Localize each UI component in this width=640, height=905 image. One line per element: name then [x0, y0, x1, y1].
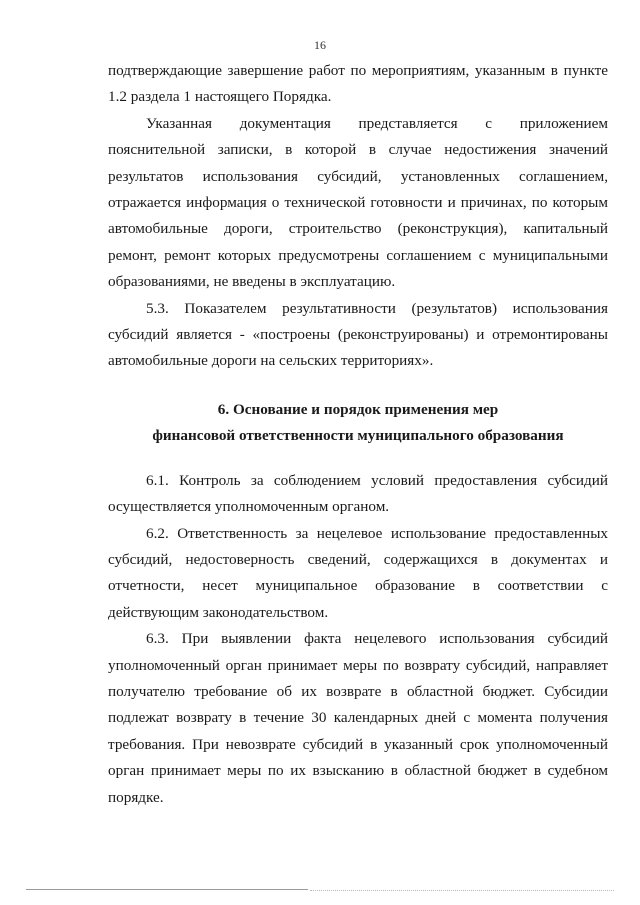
- paragraph-5-3: 5.3. Показателем результативности (результатов) использования субсидий является - «построены (реконструированы) и отремонтированы автомобильные дороги на сельских территориях».: [108, 299, 608, 370]
- paragraph-6-2: 6.2. Ответственность за нецелевое использование предоставленных субсидий, недостоверность сведений, содержащихся в документах и отчетности, несет муниципальное образование в соответствии с действующим законодательством.: [108, 524, 608, 621]
- section-6-heading-line-1: 6. Основание и порядок применения мер: [217, 400, 499, 418]
- page-number: 16: [314, 38, 326, 52]
- document-body: [108, 58, 608, 811]
- section-6-heading-line-2: финансовой ответственности муниципального образования: [152, 427, 564, 445]
- scan-bottom-edge-dotted: [310, 890, 614, 891]
- paragraph-6-3: 6.3. При выявлении факта нецелевого использования субсидий уполномоченный орган принимает меры по возврату субсидий, направляет получателю требование об их возврате в областной бюджет. Субсидии подлежат возврату в течение 30 календарных дней с момента получения требования. При невозврате субсидий в указанный срок уполномоченный орган принимает меры по их взысканию в областной бюджет в судебном порядке.: [108, 630, 608, 806]
- paragraph-6-1: 6.1. Контроль за соблюдением условий предоставления субсидий осуществляется уполномоченным органом.: [108, 471, 608, 516]
- scan-bottom-edge: [26, 889, 308, 890]
- section-6-heading: [108, 397, 608, 450]
- paragraph-continuation: подтверждающие завершение работ по мероприятиям, указанным в пункте 1.2 раздела 1 настоящего Порядка.: [108, 62, 608, 106]
- paragraph-documentation: Указанная документация представляется с приложением пояснительной записки, в которой в случае недостижения значений результатов использования субсидий, установленных соглашением, отражается информация о технической готовности и причинах, по которым автомобильные дороги, строительство (реконструкция), капитальный ремонт, ремонт которых предусмотрены соглашением с муниципальными образованиями, не введены в эксплуатацию.: [108, 114, 608, 291]
